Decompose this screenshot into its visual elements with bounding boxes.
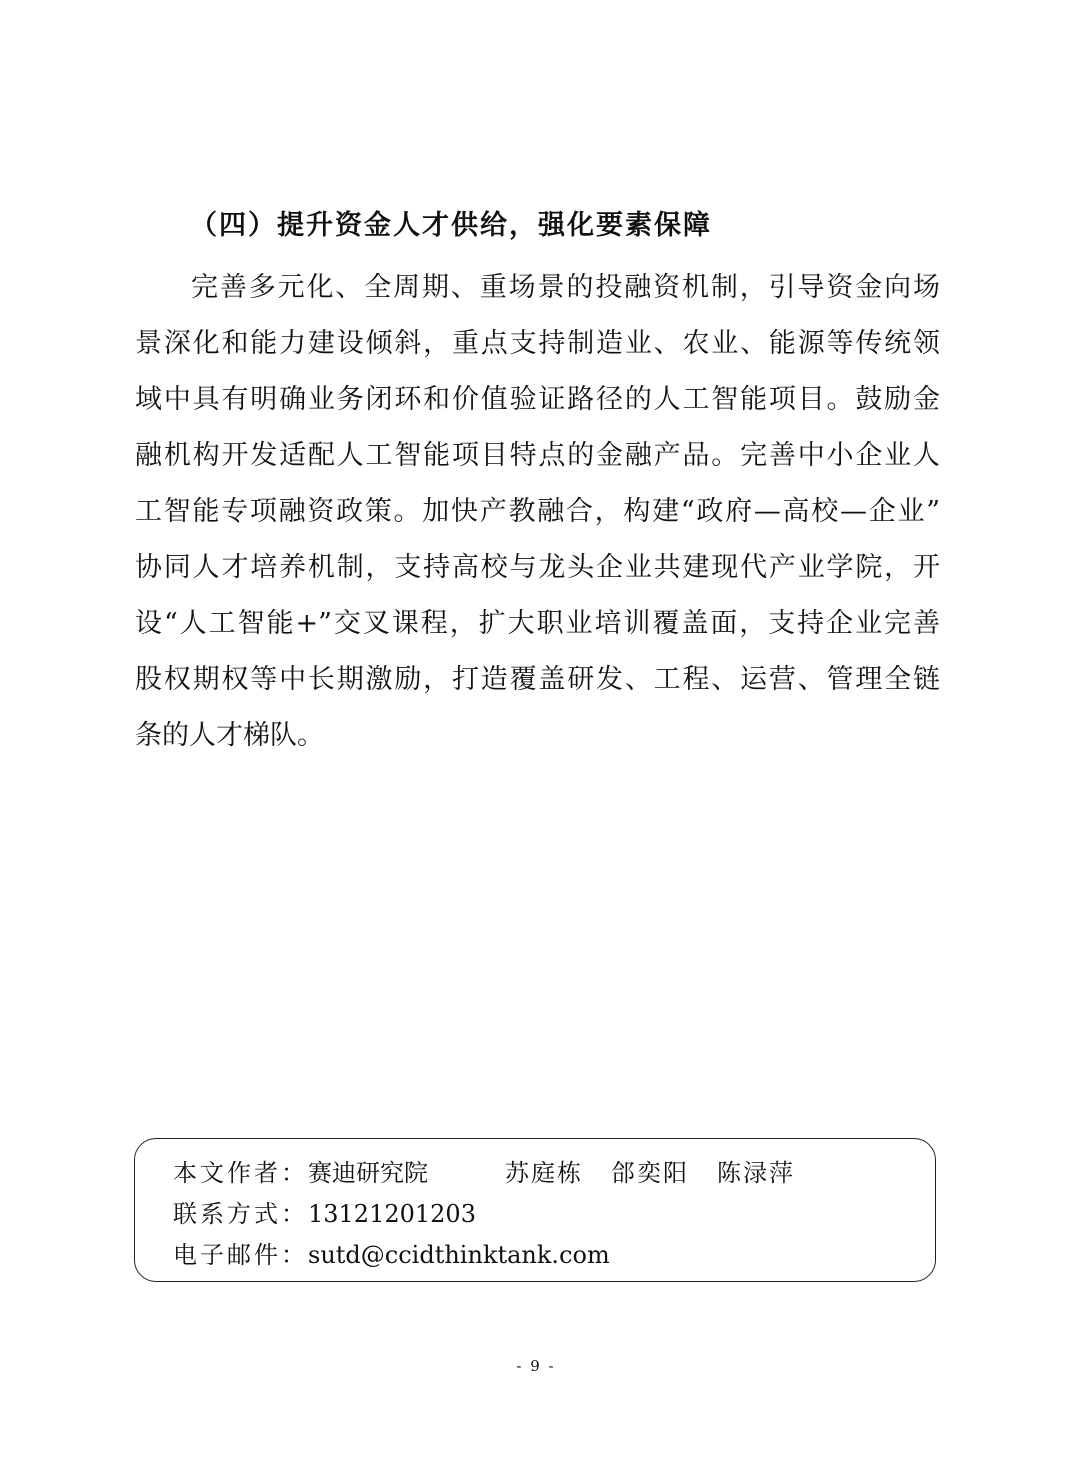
phone-label: 联系方式： <box>173 1200 308 1228</box>
body-paragraph <box>135 260 940 764</box>
phone-number: 13121201203 <box>308 1200 476 1228</box>
author-name: 苏庭栋 <box>505 1159 583 1187</box>
body-line: 融机构开发适配人工智能项目特点的金融产品。完善中小企业人 <box>135 440 940 471</box>
author-row <box>173 1153 428 1193</box>
body-line: 条的人才梯队。 <box>135 720 324 751</box>
author-name: 陈渌萍 <box>717 1159 795 1187</box>
body-line: 协同人才培养机制，支持高校与龙头企业共建现代产业学院，开 <box>135 552 940 583</box>
author-name: 郃奕阳 <box>611 1159 689 1187</box>
institution-name: 赛迪研究院 <box>308 1159 428 1187</box>
email-label: 电子邮件： <box>173 1241 308 1269</box>
section-heading: （四）提升资金人才供给，强化要素保障 <box>190 210 712 241</box>
body-line: 域中具有明确业务闭环和价值验证路径的人工智能项目。鼓励金 <box>135 384 940 415</box>
phone-row <box>173 1194 476 1234</box>
body-line: 设“人工智能+”交叉课程，扩大职业培训覆盖面，支持企业完善 <box>135 608 940 639</box>
page-number: - 9 - <box>516 1357 556 1375</box>
body-line: 股权期权等中长期激励，打造覆盖研发、工程、运营、管理全链 <box>135 664 940 695</box>
email-address[interactable]: sutd@ccidthinktank.com <box>308 1241 610 1269</box>
body-line: 工智能专项融资政策。加快产教融合，构建“政府—高校—企业” <box>135 496 940 527</box>
author-names <box>505 1153 823 1193</box>
body-line: 完善多元化、全周期、重场景的投融资机制，引导资金向场 <box>191 272 940 303</box>
body-line: 景深化和能力建设倾斜，重点支持制造业、农业、能源等传统领 <box>135 328 940 359</box>
author-label: 本文作者： <box>173 1159 308 1187</box>
email-row <box>173 1235 610 1275</box>
author-info-box <box>134 1138 936 1282</box>
